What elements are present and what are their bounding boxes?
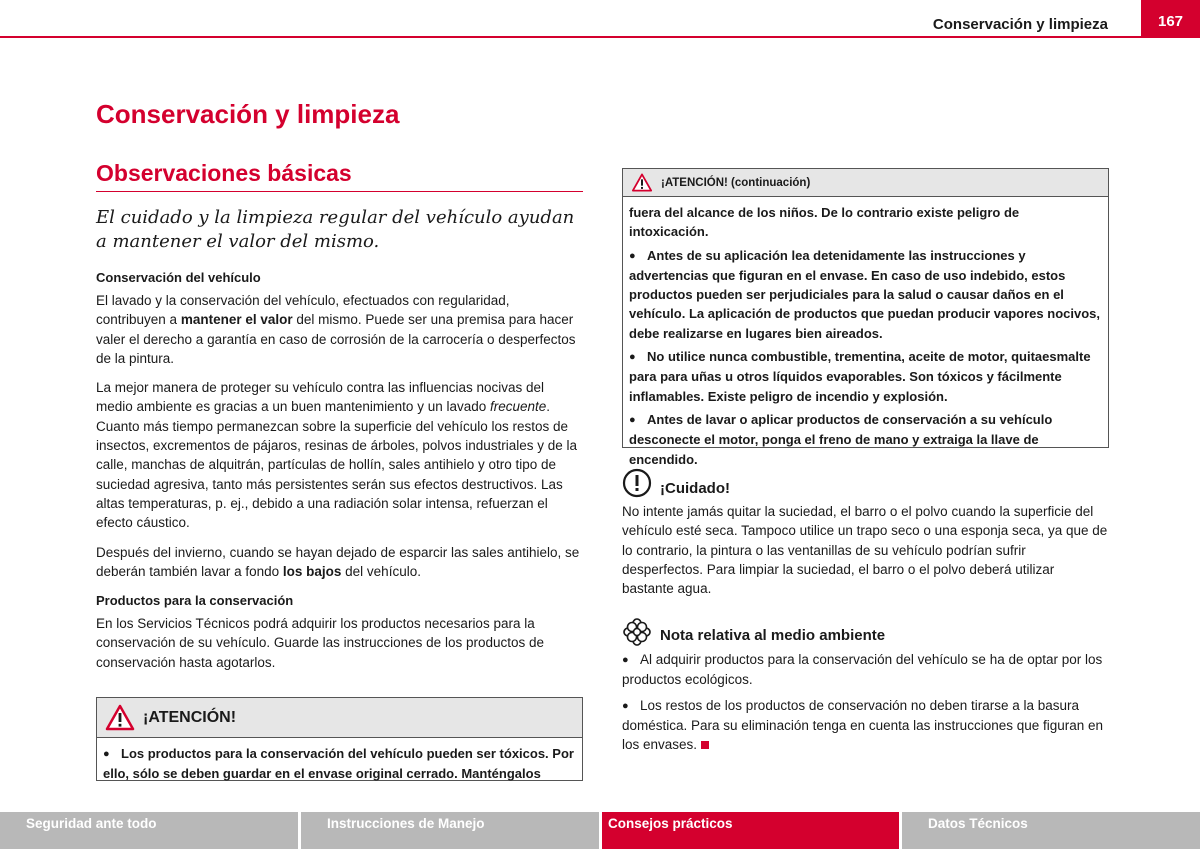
tab-seguridad[interactable]: Seguridad ante todo: [0, 812, 301, 849]
caution-header: [622, 468, 1109, 498]
bullet-icon: ●: [629, 249, 636, 262]
section-title: Observaciones básicas: [96, 160, 583, 192]
warning-item: ● Los productos para la conservación del vehículo pueden ser tóxicos. Por ello, sólo se deben guardar en el envase original cerrado. Manténgalos: [103, 746, 574, 782]
warning-body: [97, 738, 582, 794]
bullet-icon: ●: [103, 748, 110, 760]
environment-title: Nota relativa al medio ambiente: [660, 626, 886, 644]
environment-note: [622, 618, 1109, 760]
lead-paragraph: El cuidado y la limpieza regular del vehículo ayudan a mantener el valor del mismo.: [96, 207, 575, 252]
warning-label: ¡ATENCIÓN!: [143, 708, 237, 726]
warning-box: [96, 697, 583, 781]
warning-item: ● Antes de su aplicación lea detenidamente las instrucciones y advertencias que figuran en el envase. En caso de uso indebido, estos productos pueden ser perjudiciales para la salud o causar daños en el vehículo. La aplicación de productos que puedan producir vapores nocivos, debe realizarse en lugares bien aireados.: [629, 247, 1100, 341]
paragraph-1: El lavado y la conservación del vehículo, efectuados con regularidad, contribuyen a mantener el valor del mismo. Puede ser una premisa para hacer valer el derecho a garantía en caso de corrosión de la carrocería o desperfectos de la pintura.: [96, 293, 576, 366]
warning-box-continued: [622, 168, 1109, 467]
page-number: 167: [1141, 0, 1200, 38]
bullet-icon: ●: [622, 699, 629, 712]
warning-triangle-icon: [105, 704, 135, 731]
environment-item: ● Los restos de los productos de conservación no deben tirarse a la basura doméstica. Para su eliminación tenga en cuenta las instrucciones que figuran en los envases.: [622, 697, 1104, 753]
subheading-care-products: Productos para la conservación: [96, 593, 294, 609]
environment-header: [622, 618, 1109, 646]
paragraph-4: En los Servicios Técnicos podrá adquirir los productos necesarios para la conservación de su vehículo. Guarde las instrucciones de los productos de conservación hasta agotarlos.: [96, 616, 545, 670]
paragraph-3: Después del invierno, cuando se hayan dejado de esparcir las sales antihielo, se deberán también lavar a fondo los bajos del vehículo.: [96, 544, 580, 579]
tab-datos-tecnicos[interactable]: Datos Técnicos: [902, 812, 1200, 849]
left-column: [96, 160, 583, 682]
running-header-title: Conservación y limpieza: [932, 16, 1108, 33]
italic-frequent: frecuente: [490, 399, 547, 415]
exclamation-circle-icon: [622, 468, 652, 498]
warning-item: ● No utilice nunca combustible, trementina, aceite de motor, quitaesmalte para para uñas u otros líquidos evaporables. Son tóxicos y fácilmente inflamables. Existe peligro de incendio y explosión.: [629, 349, 1091, 404]
chapter-title: Conservación y limpieza: [96, 99, 400, 129]
subheading-vehicle-care: Conservación del vehículo: [96, 270, 261, 285]
paragraph-2: La mejor manera de proteger su vehículo contra las influencias nocivas del medio ambiente es gracias a un buen mantenimiento y un lavado frecuente. Cuanto más tiempo permanezcan sobre la superficie del vehículo los restos de insectos, excrementos de pájaros, resinas de árboles, polvos industriales y de la calle, manchas de alquitrán, partículas de hollín, sales antihielo y otro tipo de suciedad agresiva, tanto más persistentes serán sus efectos destructivos. Las altas temperaturas, p. ej., debido a una radiación solar intensa, refuerzan el efecto cáustico.: [96, 380, 578, 531]
bullet-icon: ●: [622, 654, 629, 666]
tab-consejos-practicos[interactable]: Consejos prácticos: [602, 812, 902, 849]
footer-navigation: [0, 812, 1200, 849]
caution-title: ¡Cuidado!: [660, 479, 730, 497]
warning-item: ● Antes de lavar o aplicar productos de conservación a su vehículo desconecte el motor, ponga el freno de mano y extraiga la llave de encendido.: [629, 411, 1053, 467]
environment-item: ● Al adquirir productos para la conservación del vehículo se ha de optar por los productos ecológicos.: [622, 652, 1103, 688]
warning-intro: fuera del alcance de los niños. De lo contrario existe peligro de intoxicación.: [629, 205, 1020, 240]
warning-triangle-icon: [631, 173, 653, 192]
warning-label: ¡ATENCIÓN! (continuación): [661, 176, 811, 189]
bold-underbody: los bajos: [282, 563, 342, 579]
bold-keep-value: mantener el valor: [180, 312, 293, 328]
bullet-icon: ●: [629, 413, 636, 426]
bullet-icon: ●: [629, 351, 636, 364]
flower-icon: [622, 618, 652, 646]
caution-text: No intente jamás quitar la suciedad, el barro o el polvo cuando la superficie del vehículo esté seca. Tampoco utilice un trapo seco o una esponja seca, ya que de lo contrario, la pintura o las ventanillas de su vehículo podrían sufrir desperfectos. Para limpiar la suciedad, el barro o el polvo deberá utilizar bastante agua.: [622, 504, 1108, 597]
warning-box-header: [97, 698, 582, 738]
header-rule: [0, 36, 1200, 38]
end-of-section-marker: [701, 741, 709, 749]
tab-instrucciones[interactable]: Instrucciones de Manejo: [301, 812, 602, 849]
caution-section: [622, 468, 1109, 608]
warning-box-header: [623, 169, 1108, 197]
warning-body: [623, 197, 1108, 479]
